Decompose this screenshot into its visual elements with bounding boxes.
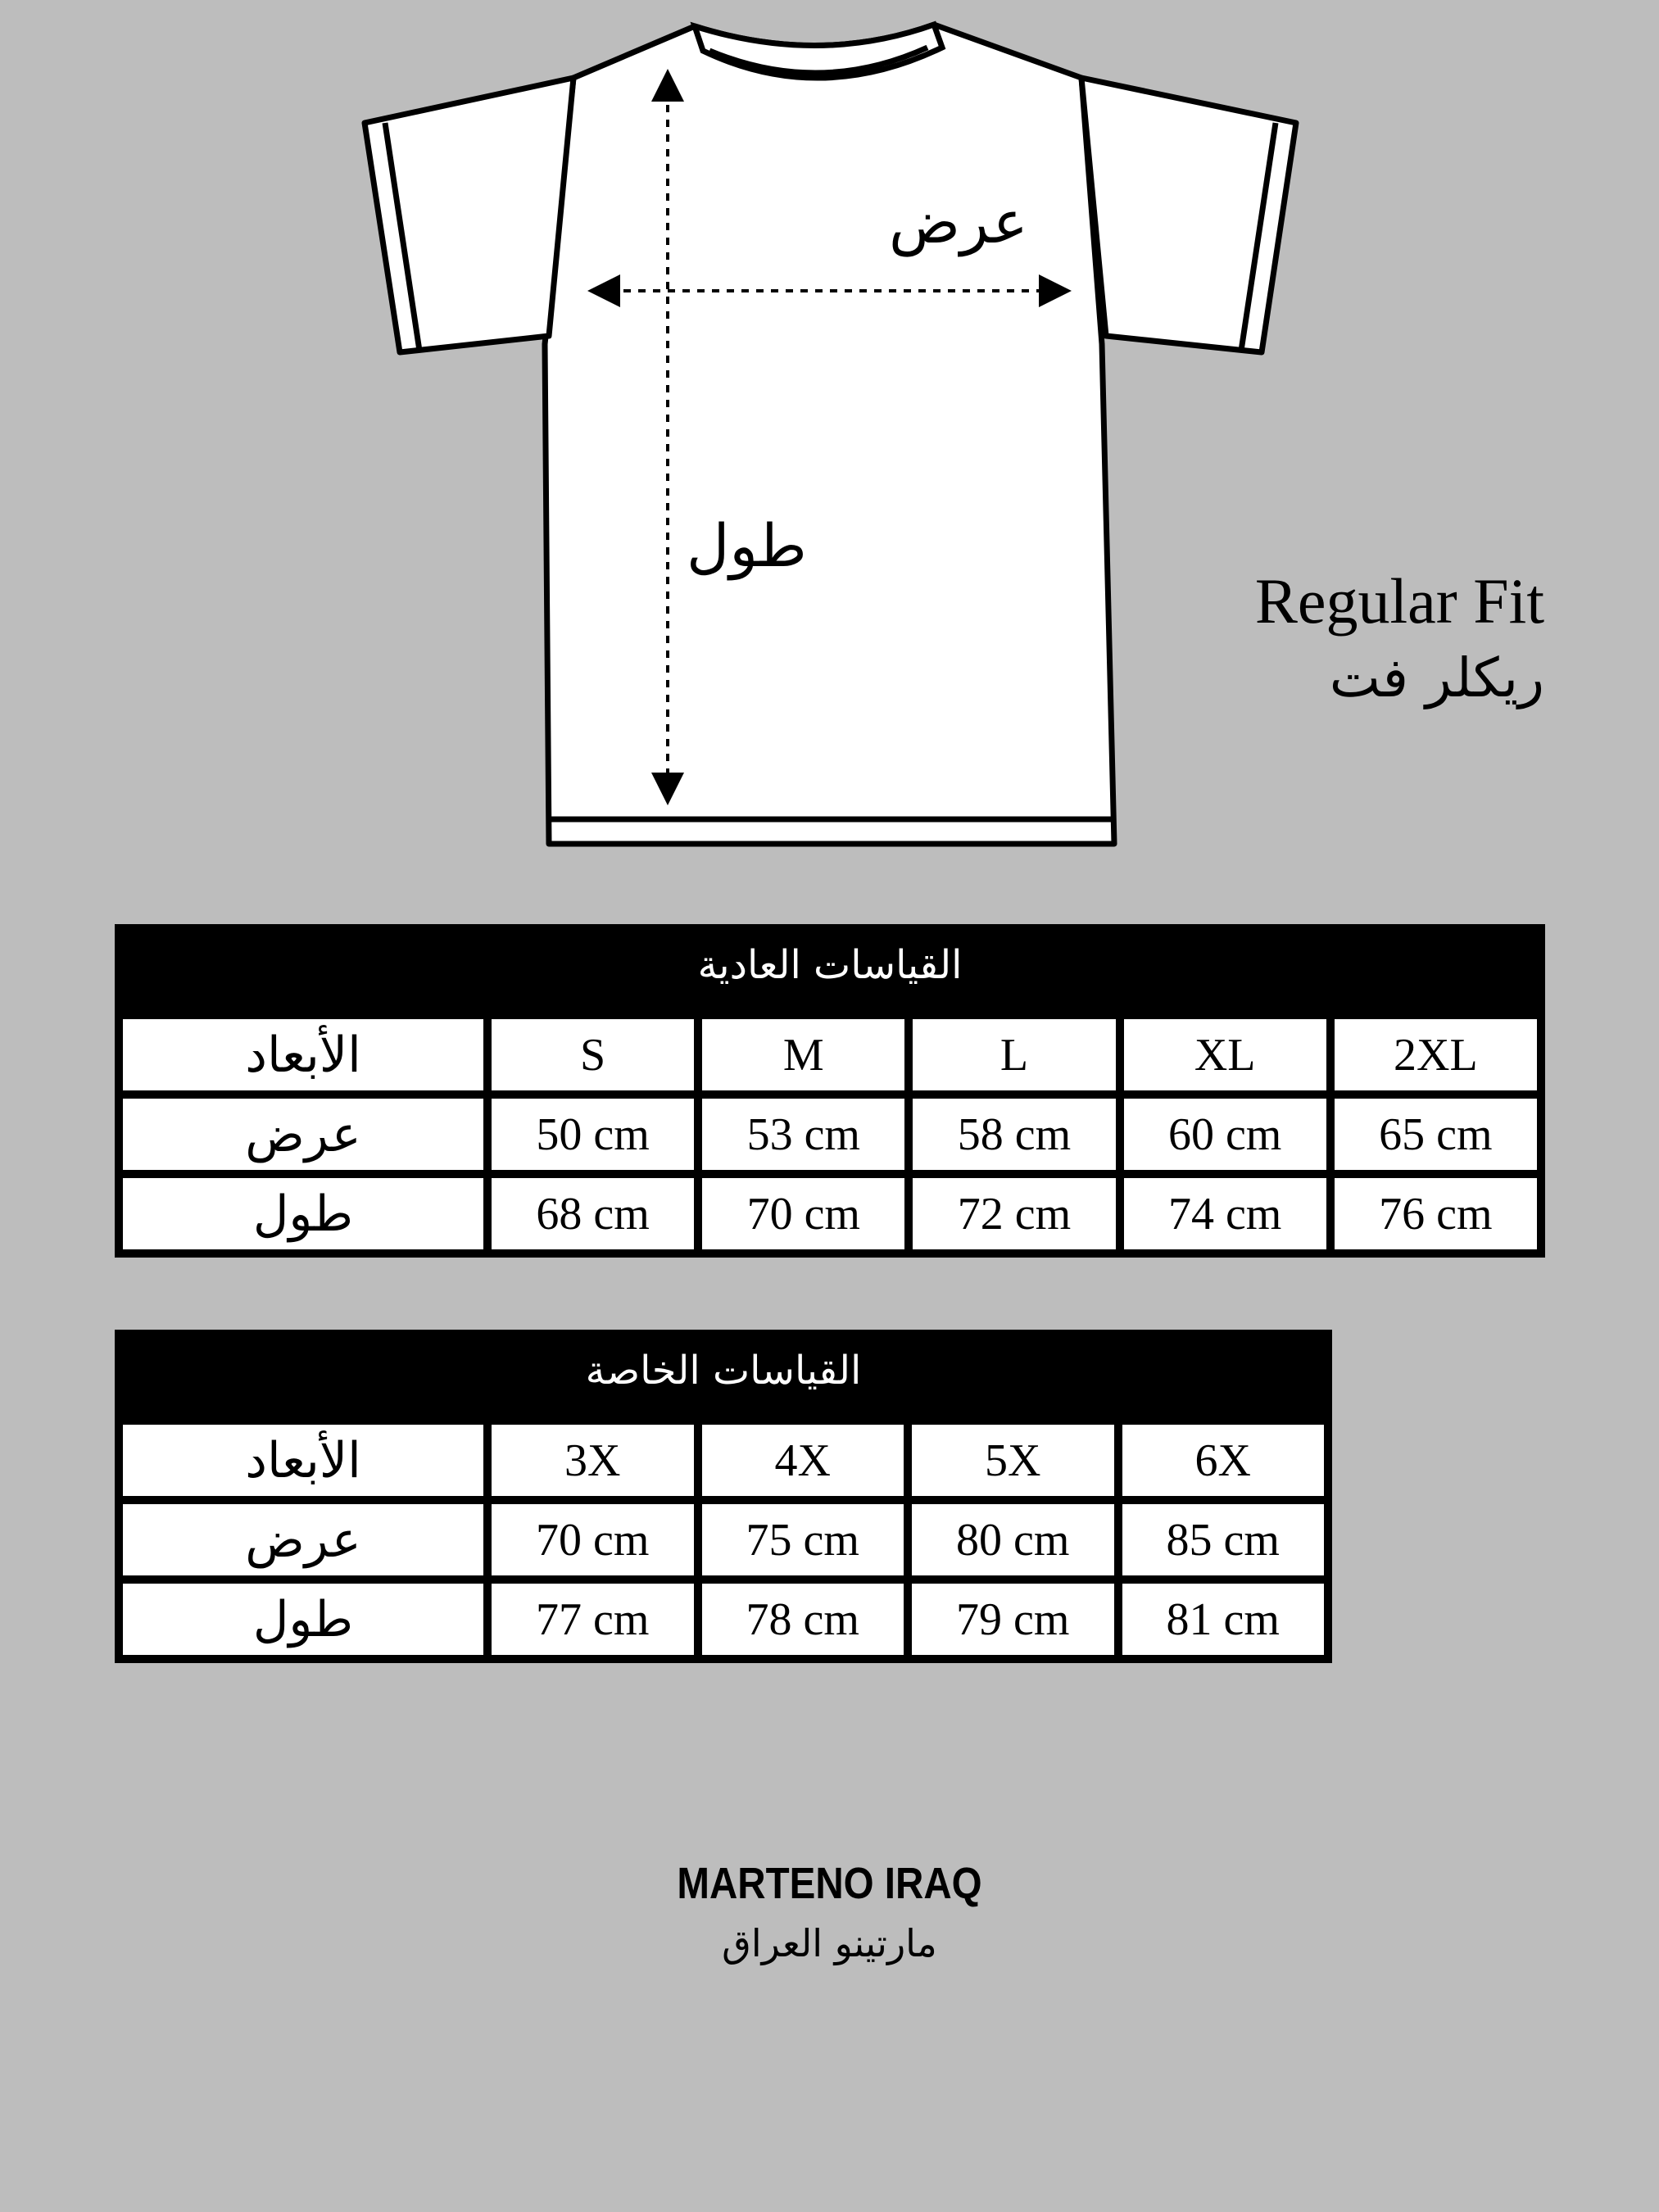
table-cell: 53 cm (702, 1099, 904, 1170)
size-header: 5X (912, 1425, 1114, 1496)
row-label-length: طول (123, 1178, 483, 1249)
table-cell: 80 cm (912, 1504, 1114, 1575)
regular-table-title: القياسات العادية (115, 924, 1545, 1011)
table-cell: 60 cm (1124, 1099, 1326, 1170)
fit-title-english: Regular Fit (1254, 565, 1544, 637)
table-cell: 75 cm (702, 1504, 904, 1575)
table-cell: 74 cm (1124, 1178, 1326, 1249)
table-cell: 50 cm (492, 1099, 694, 1170)
row-label-width: عرض (123, 1504, 483, 1575)
brand-name-english: MARTENO IRAQ (677, 1859, 982, 1908)
table-cell: 81 cm (1122, 1584, 1325, 1655)
regular-size-table (115, 924, 1545, 1258)
table-row-length (123, 1178, 1537, 1249)
length-label: طول (687, 511, 807, 580)
table-cell: 79 cm (912, 1584, 1114, 1655)
size-header: L (913, 1019, 1115, 1090)
shirt-left-sleeve (365, 78, 573, 352)
table-cell: 72 cm (913, 1178, 1115, 1249)
special-size-table (115, 1330, 1332, 1663)
size-header: S (492, 1019, 694, 1090)
tshirt-diagram (0, 0, 1659, 868)
table-cell: 76 cm (1335, 1178, 1537, 1249)
table-cell: 78 cm (702, 1584, 904, 1655)
brand-name-arabic: مارتينو العراق (722, 1921, 937, 1965)
table-cell: 70 cm (492, 1504, 694, 1575)
dimensions-header: الأبعاد (123, 1425, 483, 1496)
table-header-row (123, 1019, 1537, 1090)
table-cell: 58 cm (913, 1099, 1115, 1170)
size-header: 4X (702, 1425, 904, 1496)
size-header: 3X (492, 1425, 694, 1496)
table-cell: 68 cm (492, 1178, 694, 1249)
table-cell: 77 cm (492, 1584, 694, 1655)
width-label: عرض (889, 188, 1028, 256)
fit-title-arabic: ريكلر فت (1329, 646, 1544, 709)
table-row-length (123, 1584, 1324, 1655)
table-cell: 65 cm (1335, 1099, 1537, 1170)
shirt-body (545, 25, 1114, 844)
table-row-width (123, 1504, 1324, 1575)
table-row-width (123, 1099, 1537, 1170)
special-table-title: القياسات الخاصة (115, 1330, 1332, 1416)
table-cell: 70 cm (702, 1178, 904, 1249)
size-header: 2XL (1335, 1019, 1537, 1090)
table-header-row (123, 1425, 1324, 1496)
size-header: 6X (1122, 1425, 1325, 1496)
size-header: XL (1124, 1019, 1326, 1090)
row-label-width: عرض (123, 1099, 483, 1170)
dimensions-header: الأبعاد (123, 1019, 483, 1090)
row-label-length: طول (123, 1584, 483, 1655)
table-cell: 85 cm (1122, 1504, 1325, 1575)
size-header: M (702, 1019, 904, 1090)
